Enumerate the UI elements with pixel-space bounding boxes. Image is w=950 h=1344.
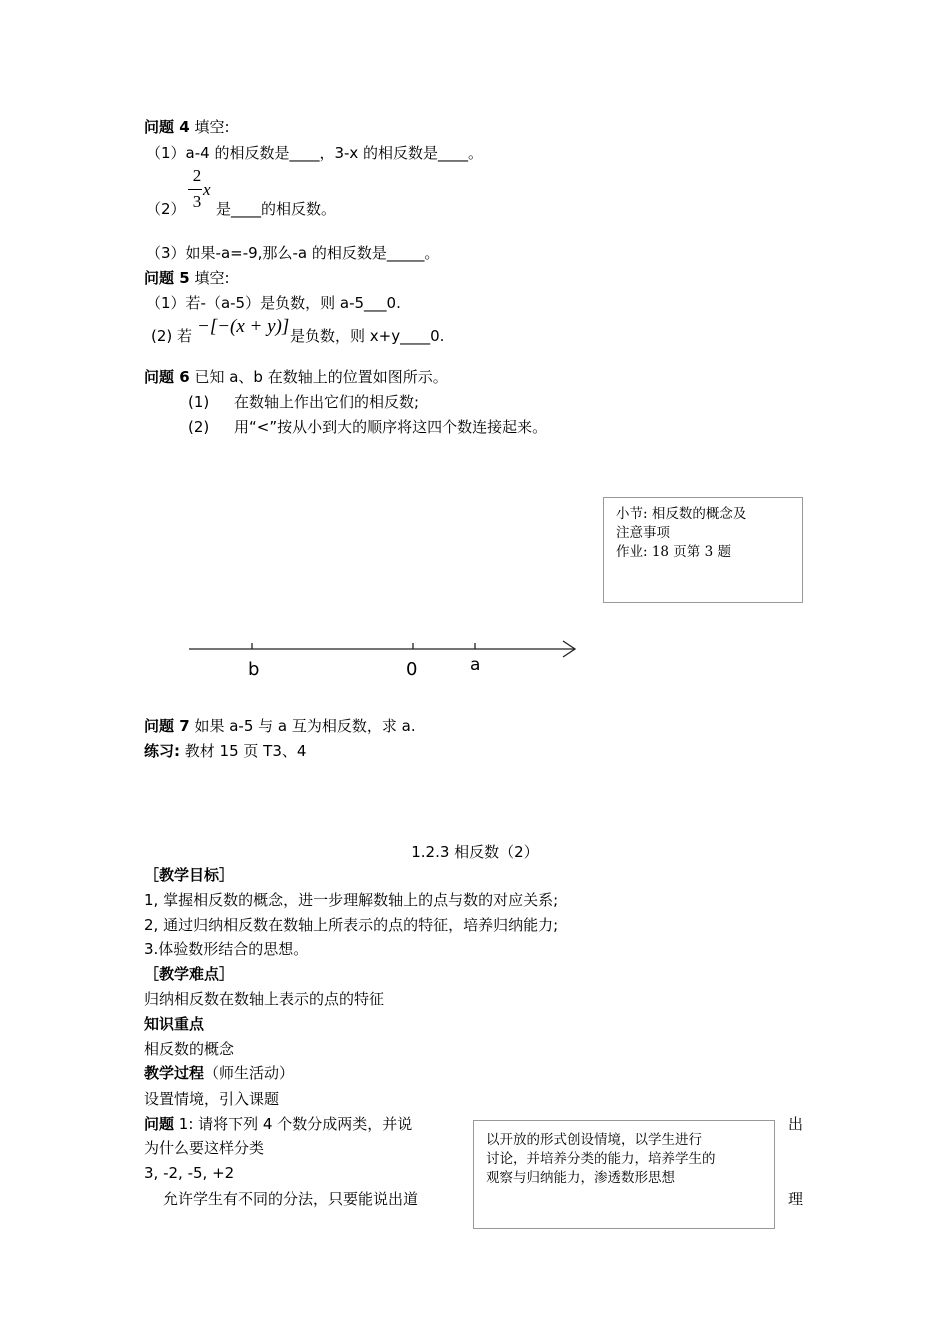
process-heading: 教学过程 bbox=[144, 1064, 205, 1082]
goals-heading: ［教学目标］ bbox=[144, 866, 235, 884]
q7-heading-rest: 如果 a-5 与 a 互为相反数，求 a. bbox=[189, 717, 416, 735]
intro-text: 设置情境，引入课题 bbox=[144, 1090, 280, 1108]
fraction-bar bbox=[188, 189, 202, 190]
summary-line-1: 小节: 相反数的概念及 bbox=[616, 506, 747, 522]
label-a: a bbox=[470, 655, 481, 675]
practice-line bbox=[144, 741, 306, 761]
process-note: （师生活动） bbox=[204, 1064, 295, 1082]
q6-item2-number: (2) bbox=[188, 418, 210, 436]
key-heading: 知识重点 bbox=[144, 1015, 205, 1033]
summary-line-2: 注意事项 bbox=[616, 525, 670, 541]
q4-fraction-numerator: 2 bbox=[192, 166, 202, 185]
q4-heading: 问题 4 bbox=[144, 118, 190, 136]
q4-heading-rest: 填空: bbox=[189, 118, 230, 136]
goal-3: 3.体验数形结合的思想。 bbox=[144, 940, 309, 958]
process-line bbox=[144, 1063, 294, 1083]
q4-fraction-denominator: 3 bbox=[192, 192, 202, 211]
q6-heading-line bbox=[144, 367, 448, 387]
goal-1: 1, 掌握相反数的概念，进一步理解数轴上的点与数的对应关系; bbox=[144, 891, 559, 909]
practice-text: 教材 15 页 T3、4 bbox=[180, 742, 307, 760]
q7-heading: 问题 7 bbox=[144, 717, 190, 735]
right-char-chu: 出 bbox=[788, 1115, 804, 1133]
allow-text: 允许学生有不同的分法，只要能说出道 bbox=[163, 1190, 419, 1208]
q7-line bbox=[144, 716, 416, 736]
q4-item1: （1）a-4 的相反数是____，3-x 的相反数是____。 bbox=[146, 144, 484, 162]
practice-heading: 练习: bbox=[144, 742, 180, 760]
label-b: b bbox=[248, 659, 260, 680]
difficulty-heading: ［教学难点］ bbox=[144, 965, 235, 983]
q5-item2-prefix: (2) 若 bbox=[151, 327, 193, 345]
lesson-title: 1.2.3 相反数（2） bbox=[411, 843, 539, 861]
difficulty-text: 归纳相反数在数轴上表示的点的特征 bbox=[144, 990, 385, 1008]
note-line-3: 观察与归纳能力，渗透数形思想 bbox=[486, 1170, 675, 1186]
q6-item2-text: 用“<”按从小到大的顺序将这四个数连接起来。 bbox=[234, 418, 548, 436]
q5-heading-rest: 填空: bbox=[189, 269, 230, 287]
p1-heading: 问题 bbox=[144, 1115, 175, 1133]
summary-box bbox=[603, 497, 803, 603]
q4-item3: （3）如果-a=-9,那么-a 的相反数是_____。 bbox=[146, 244, 440, 262]
q5-item2-suffix: 是负数，则 x+y____0. bbox=[290, 327, 445, 345]
q6-item1-text: 在数轴上作出它们的相反数; bbox=[234, 393, 420, 411]
p1-rest: 1: 请将下列 4 个数分成两类，并说 bbox=[174, 1115, 413, 1133]
q4-item2-suffix: 是____的相反数。 bbox=[216, 200, 337, 218]
summary-line-3: 作业: 18 页第 3 题 bbox=[616, 544, 731, 560]
q5-bracket-expression: −[−(x + y)] bbox=[197, 316, 290, 337]
q4-fraction-variable: x bbox=[203, 180, 211, 199]
numbers-list: 3, -2, -5, +2 bbox=[144, 1164, 235, 1182]
label-zero: 0 bbox=[406, 659, 418, 680]
q4-heading-line bbox=[144, 117, 230, 137]
q6-item1-number: (1) bbox=[188, 393, 210, 411]
right-char-li: 理 bbox=[788, 1190, 804, 1208]
q5-heading: 问题 5 bbox=[144, 269, 190, 287]
note-line-2: 讨论，并培养分类的能力，培养学生的 bbox=[486, 1151, 716, 1167]
q6-heading-rest: 已知 a、b 在数轴上的位置如图所示。 bbox=[189, 368, 448, 386]
note-line-1: 以开放的形式创设情境，以学生进行 bbox=[486, 1132, 702, 1148]
goal-2: 2, 通过归纳相反数在数轴上所表示的点的特征，培养归纳能力; bbox=[144, 916, 559, 934]
q5-heading-line bbox=[144, 268, 230, 288]
p1-line bbox=[144, 1114, 412, 1134]
number-line-diagram bbox=[180, 632, 590, 688]
q4-item2-prefix: （2） bbox=[146, 200, 186, 218]
q5-item1: （1）若-（a-5）是负数，则 a-5___0. bbox=[146, 294, 401, 312]
p1-line-2: 为什么要这样分类 bbox=[144, 1139, 265, 1157]
q6-heading: 问题 6 bbox=[144, 368, 190, 386]
key-text: 相反数的概念 bbox=[144, 1040, 235, 1058]
teaching-note-box bbox=[473, 1120, 775, 1229]
